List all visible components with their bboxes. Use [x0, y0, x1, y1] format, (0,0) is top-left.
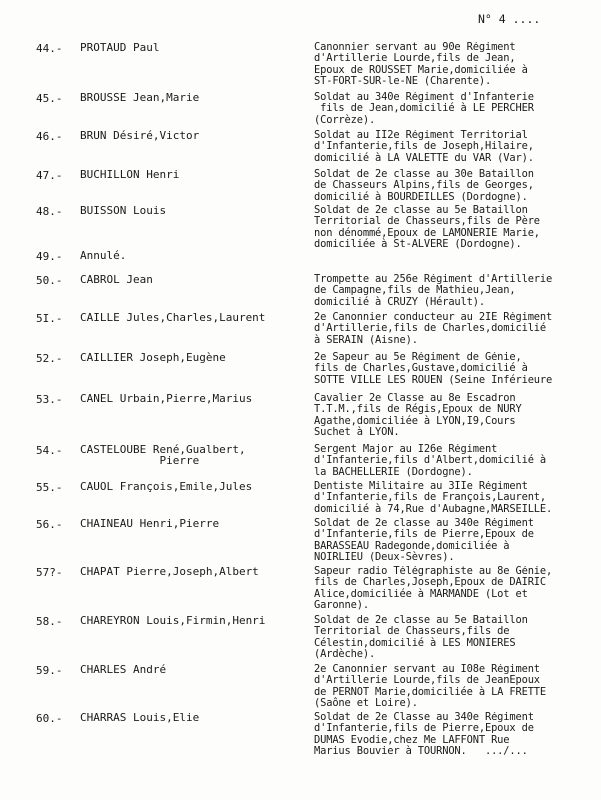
- entry-description: Soldat de 2e classe au 5e Bataillon Territorial de Chasseurs,fils de Père non dénommé,Epoux de LAMONERIE Marie, domiciliée à St-ALVERE (Dordogne).: [314, 205, 540, 251]
- entry-number: 56.-: [36, 518, 63, 531]
- entry-name: CAUOL François,Emile,Jules: [80, 480, 253, 493]
- entry-name: PROTAUD Paul: [80, 41, 160, 54]
- entry-description: Soldat de 2e classe au 5e Bataillon Territorial de Chasseurs,fils de Célestin,domicilié à LES MONIERES (Ardèche).: [314, 615, 528, 661]
- entry-number: 49.-: [36, 250, 63, 263]
- entry-number: 60.-: [36, 712, 63, 725]
- entry-description: Soldat de 2e classe au 30e Bataillon de Chasseurs Alpins,fils de Georges, domicilié à BOURDEILLES (Dordogne).: [314, 169, 534, 203]
- entry-number: 52.-: [36, 352, 63, 365]
- entry-number: 57?-: [36, 566, 63, 579]
- page-number: N° 4 ....: [478, 12, 541, 26]
- entry-number: 54.-: [36, 444, 63, 457]
- entry-name: CAILLE Jules,Charles,Laurent: [80, 311, 266, 324]
- entry-name: BUCHILLON Henri: [80, 168, 180, 181]
- entry-name: CHAREYRON Louis,Firmin,Henri: [80, 614, 266, 627]
- entry-number: 48.-: [36, 205, 63, 218]
- entry-description: Soldat au 340e Régiment d'Infanterie fils de Jean,domicilié à LE PERCHER (Corrèze).: [314, 92, 534, 126]
- entry-description: 2e Sapeur au 5e Régiment de Génie, fils de Charles,Gustave,domicilié à SOTTE VILLE LES ROUEN (Seine Inférieure: [314, 352, 553, 386]
- entry-name: Annulé.: [80, 249, 127, 262]
- entry-description: Sapeur radio Télégraphiste au 8e Génie, fils de Charles,Joseph,Epoux de DAIRIC Alice,domiciliée à MARMANDE (Lot et Garonne).: [314, 566, 553, 612]
- entry-description: Trompette au 256e Régiment d'Artillerie de Campagne,fils de Mathieu,Jean, domicilié à CRUZY (Hérault).: [314, 274, 553, 308]
- entry-name: BRUN Désiré,Victor: [80, 129, 200, 142]
- entry-number: 47.-: [36, 169, 63, 182]
- entry-description: Soldat de 2e Classe au 340e Régiment d'Infanterie,fils de Pierre,Epoux de DUMAS Evodie,chez Me LAFFONT Rue Marius Bouvier à TOURNON. .../...: [314, 712, 534, 758]
- entry-name: BUISSON Louis: [80, 204, 167, 217]
- entry-name: CHAPAT Pierre,Joseph,Albert: [80, 565, 259, 578]
- entry-description: Sergent Major au I26e Régiment d'Infanterie,fils d'Albert,domicilié à la BACHELLERIE (Dordogne).: [314, 444, 547, 478]
- entry-name: CHARLES André: [80, 663, 167, 676]
- entry-name: CANEL Urbain,Pierre,Marius: [80, 392, 253, 405]
- entry-number: 58.-: [36, 615, 63, 628]
- entry-description: Soldat au II2e Régiment Territorial d'Infanterie,fils de Joseph,Hilaire, domicilié à LA VALETTE du VAR (Var).: [314, 130, 534, 164]
- entry-description: 2e Canonnier servant au I08e Régiment d'Artillerie Lourde,fils de JeanEpoux de PERNOT Marie,domiciliée à LA FRETTE (Saône et Loire).: [314, 664, 547, 710]
- entry-number: 46.-: [36, 130, 63, 143]
- entry-description: Cavalier 2e Classe au 8e Escadron T.T.M.,fils de Régis,Epoux de NURY Agathe,domiciliée à LYON,I9,Cours Suchet à LYON.: [314, 393, 522, 439]
- entry-number: 45.-: [36, 92, 63, 105]
- entry-number: 50.-: [36, 274, 63, 287]
- entry-name: CASTELOUBE René,Gualbert, Pierre: [80, 443, 246, 467]
- entry-description: Soldat de 2e classe au 340e Régiment d'Infanterie,fils de Pierre,Epoux de BARASSEAU Radegonde,domiciliée à NOIRLIEU (Deux-Sèvres).: [314, 518, 534, 564]
- entry-name: CHARRAS Louis,Elie: [80, 711, 200, 724]
- entry-number: 53.-: [36, 393, 63, 406]
- entry-name: BROUSSE Jean,Marie: [80, 91, 200, 104]
- entry-number: 44.-: [36, 42, 63, 55]
- entry-number: 55.-: [36, 481, 63, 494]
- entry-number: 59.-: [36, 664, 63, 677]
- entry-description: Dentiste Militaire au 3IIe Régiment d'Infanterie,fils de François,Laurent, domicilié à 74,Rue d'Aubagne,MARSEILLE.: [314, 481, 553, 515]
- entry-name: CABROL Jean: [80, 273, 153, 286]
- entry-name: CAILLIER Joseph,Eugène: [80, 351, 226, 364]
- entry-number: 5I.-: [36, 312, 63, 325]
- entry-description: Canonnier servant au 90e Régiment d'Artillerie Lourde,fils de Jean, Epoux de ROUSSET Marie,domiciliée à ST-FORT-SUR-le-NE (Charente).: [314, 42, 528, 88]
- entry-description: 2e Canonnier conducteur au 2IE Régiment d'Artillerie,fils de Charles,domicilié à SERAIN (Aisne).: [314, 312, 553, 346]
- entry-name: CHAINEAU Henri,Pierre: [80, 517, 220, 530]
